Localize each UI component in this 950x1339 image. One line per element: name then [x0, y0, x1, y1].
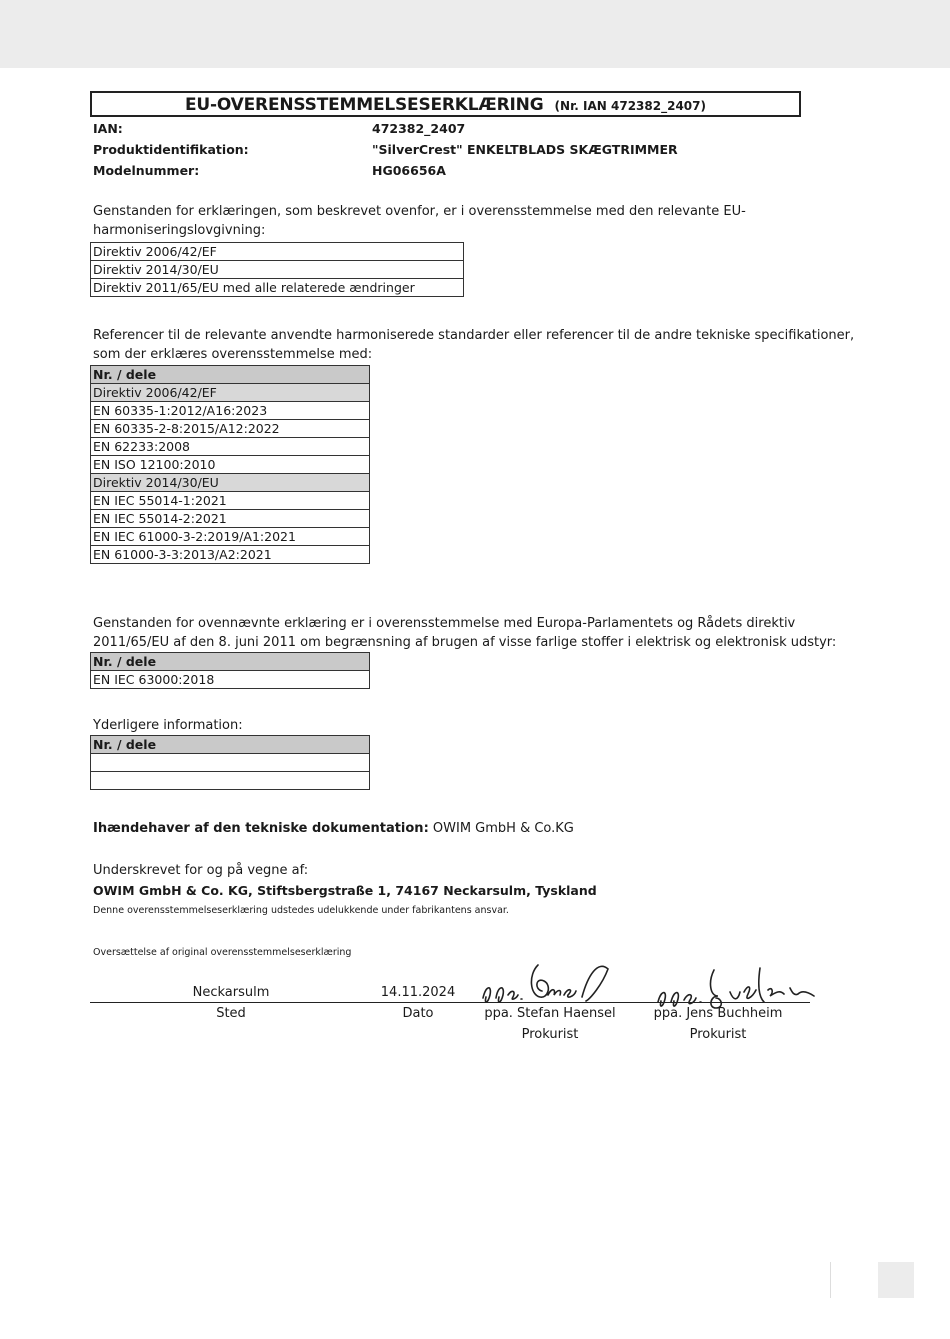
- place-label: Sted: [216, 1006, 246, 1021]
- additional-table: [90, 735, 370, 790]
- additional-header-row: [91, 736, 370, 754]
- signer-1-role: Prokurist: [521, 1027, 579, 1042]
- additional-cell: [91, 772, 370, 790]
- directives-table: [90, 242, 464, 297]
- directive-cell: Direktiv 2011/65/EU med alle relaterede ændringer: [91, 279, 464, 297]
- top-band: [0, 0, 950, 68]
- rohs-line-2: 2011/65/EU af den 8. juni 2011 om begrænsning af brugen af visse farlige stoffer i elektrisk og elektronisk udstyr:: [93, 635, 837, 650]
- additional-cell: [91, 754, 370, 772]
- additional-label: Yderligere information:: [93, 718, 243, 733]
- responsibility-note: Denne overensstemmelseserklæring udstedes udelukkende under fabrikantens ansvar.: [93, 905, 509, 916]
- model-value: HG06656A: [372, 163, 446, 178]
- standards-header: Nr. / dele: [91, 366, 370, 384]
- signer-2-role: Prokurist: [689, 1027, 747, 1042]
- title-box: [90, 91, 801, 117]
- rohs-header-row: [91, 653, 370, 671]
- directive-cell: Direktiv 2014/30/EU: [91, 261, 464, 279]
- product-label: Produktidentifikation:: [93, 142, 249, 157]
- document-title: EU-OVERENSSTEMMELSESERKLÆRING: [185, 95, 544, 115]
- product-value: "SilverCrest" ENKELTBLADS SKÆGTRIMMER: [372, 142, 678, 157]
- standard-row: [91, 456, 370, 474]
- rohs-row: [91, 671, 370, 689]
- ian-value: 472382_2407: [372, 121, 466, 136]
- document-number: (Nr. IAN 472382_2407): [554, 99, 706, 113]
- signed-label: Underskrevet for og på vegne af:: [93, 863, 309, 878]
- signed-company: OWIM GmbH & Co. KG, Stiftsbergstraße 1, 74167 Neckarsulm, Tyskland: [93, 883, 597, 898]
- translation-note: Oversættelse af original overensstemmelseserklæring: [93, 947, 352, 958]
- standard-cell: EN IEC 61000-3-2:2019/A1:2021: [91, 528, 370, 546]
- standard-row: [91, 384, 370, 402]
- standard-cell: EN 60335-1:2012/A16:2023: [91, 402, 370, 420]
- standard-cell: EN 61000-3-3:2013/A2:2021: [91, 546, 370, 564]
- intro-line-2: harmoniseringslovgivning:: [93, 223, 266, 238]
- rohs-table: [90, 652, 370, 689]
- page-divider: [830, 1262, 831, 1298]
- signer-1-name: ppa. Stefan Haensel: [484, 1006, 616, 1021]
- intro-line-1: Genstanden for erklæringen, som beskrevet ovenfor, er i overensstemmelse med den relevante EU-: [93, 204, 746, 219]
- signature-line: [90, 1002, 810, 1003]
- additional-row: [91, 754, 370, 772]
- standard-cell: EN ISO 12100:2010: [91, 456, 370, 474]
- standard-cell: Direktiv 2014/30/EU: [91, 474, 370, 492]
- standard-row: [91, 510, 370, 528]
- additional-header: Nr. / dele: [91, 736, 370, 754]
- refs-line-1: Referencer til de relevante anvendte harmoniserede standarder eller referencer til de andre tekniske specifikationer,: [93, 328, 855, 343]
- standard-cell: EN IEC 55014-2:2021: [91, 510, 370, 528]
- holder-value: OWIM GmbH & Co.KG: [432, 821, 574, 836]
- ian-label: IAN:: [93, 121, 123, 136]
- standards-table: [90, 365, 370, 564]
- standard-row: [91, 528, 370, 546]
- date-label: Dato: [402, 1006, 434, 1021]
- holder-label: Ihændehaver af den tekniske dokumentation:: [93, 821, 429, 836]
- directive-row: [91, 243, 464, 261]
- standard-row: [91, 474, 370, 492]
- rohs-header: Nr. / dele: [91, 653, 370, 671]
- directive-cell: Direktiv 2006/42/EF: [91, 243, 464, 261]
- standard-row: [91, 402, 370, 420]
- rohs-line-1: Genstanden for ovennævnte erklæring er i overensstemmelse med Europa-Parlamentets og Rådets direktiv: [93, 616, 796, 631]
- signer-2-name: ppa. Jens Buchheim: [653, 1006, 783, 1021]
- date-value: 14.11.2024: [380, 985, 456, 1000]
- additional-row: [91, 772, 370, 790]
- refs-line-2: som der erklæres overensstemmelse med:: [93, 347, 373, 362]
- standard-row: [91, 546, 370, 564]
- standard-cell: Direktiv 2006/42/EF: [91, 384, 370, 402]
- place-value: Neckarsulm: [192, 985, 270, 1000]
- directive-row: [91, 261, 464, 279]
- standard-row: [91, 438, 370, 456]
- rohs-cell: EN IEC 63000:2018: [91, 671, 370, 689]
- standard-cell: EN 60335-2-8:2015/A12:2022: [91, 420, 370, 438]
- standard-row: [91, 492, 370, 510]
- holder-line: [93, 819, 574, 838]
- model-label: Modelnummer:: [93, 163, 200, 178]
- standard-cell: EN 62233:2008: [91, 438, 370, 456]
- directive-row: [91, 279, 464, 297]
- standards-header-row: [91, 366, 370, 384]
- standard-row: [91, 420, 370, 438]
- page-corner-tab: [878, 1262, 914, 1298]
- standard-cell: EN IEC 55014-1:2021: [91, 492, 370, 510]
